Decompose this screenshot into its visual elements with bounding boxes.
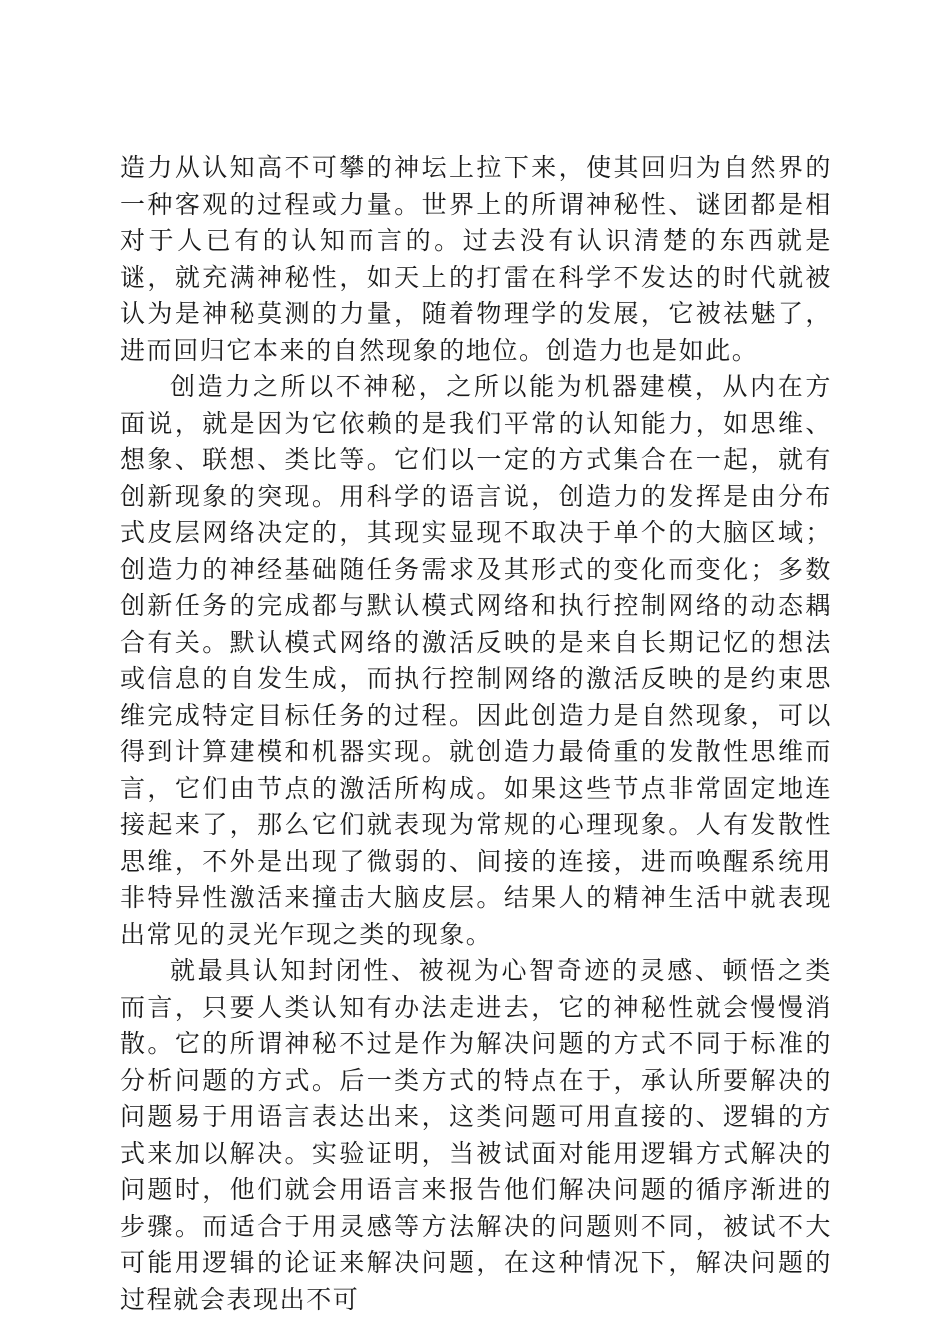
paragraph-1: 造力从认知高不可攀的神坛上拉下来，使其回归为自然界的一种客观的过程或力量。世界上的所谓神秘性、谜团都是相对于人已有的认知而言的。过去没有认识清楚的东西就是谜，就充满神秘性，如天上的打雷在科学不发达的时代就被认为是神秘莫测的力量，随着物理学的发展，它被祛魅了，进而回归它本来的自然现象的地位。创造力也是如此。 xyxy=(120,153,832,365)
paragraph-2: 创造力之所以不神秘，之所以能为机器建模，从内在方面说，就是因为它依赖的是我们平常的认知能力，如思维、想象、联想、类比等。它们以一定的方式集合在一起，就有创新现象的突现。用科学的语言说，创造力的发挥是由分布式皮层网络决定的，其现实显现不取决于单个的大脑区域；创造力的神经基础随任务需求及其形式的变化而变化；多数创新任务的完成都与默认模式网络和执行控制网络的动态耦合有关。默认模式网络的激活反映的是来自长期记忆的想法或信息的自发生成，而执行控制网络的激活反映的是约束思维完成特定目标任务的过程。因此创造力是自然现象，可以得到计算建模和机器实现。就创造力最倚重的发散性思维而言，它们由节点的激活所构成。如果这些节点非常固定地连接起来了，那么它们就表现为常规的心理现象。人有发散性思维，不外是出现了微弱的、间接的连接，进而唤醒系统用非特异性激活来撞击大脑皮层。结果人的精神生活中就表现出常见的灵光乍现之类的现象。 xyxy=(120,372,832,949)
paragraph-3: 就最具认知封闭性、被视为心智奇迹的灵感、顿悟之类而言，只要人类认知有办法走进去，它的神秘性就会慢慢消散。它的所谓神秘不过是作为解决问题的方式不同于标准的分析问题的方式。后一类方式的特点在于，承认所要解决的问题易于用语言表达出来，这类问题可用直接的、逻辑的方式来加以解决。实验证明，当被试面对能用逻辑方式解决的问题时，他们就会用语言来报告他们解决问题的循序渐进的步骤。而适合于用灵感等方法解决的问题则不同，被试不大可能用逻辑的论证来解决问题，在这种情况下，解决问题的过程就会表现出不可 xyxy=(120,956,832,1314)
document-body xyxy=(120,150,832,1318)
